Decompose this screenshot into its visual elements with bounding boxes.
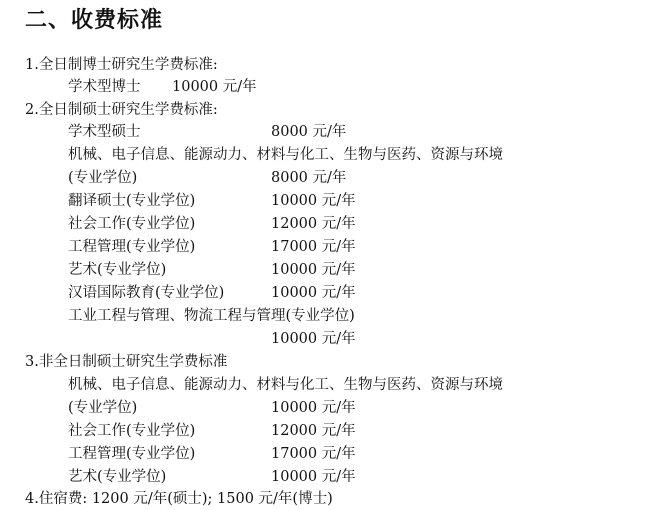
list-item-label: 汉语国际教育(专业学位) <box>68 285 225 301</box>
list-item-fee: 10000 元/年 <box>271 285 356 301</box>
list-item-label: 翻译硕士(专业学位) <box>68 193 196 209</box>
list-item-fee: 12000 元/年 <box>271 216 356 232</box>
list-item-label: 艺术(专业学位) <box>68 469 167 485</box>
list-item-fee: 12000 元/年 <box>271 423 356 439</box>
list-item-fee: 17000 元/年 <box>271 446 356 462</box>
list-item-label: (专业学位) <box>68 170 138 186</box>
list-item-label: 学术型硕士 <box>68 124 141 140</box>
list-item-label: 工程管理(专业学位) <box>68 239 196 255</box>
page-title: 二、收费标准 <box>25 8 164 33</box>
section-heading-master-parttime: 3.非全日制硕士研究生学费标准 <box>25 354 228 370</box>
list-item-label: 社会工作(专业学位) <box>68 216 196 232</box>
list-item-label: 机械、电子信息、能源动力、材料与化工、生物与医药、资源与环境 <box>68 147 503 163</box>
list-item-label: 社会工作(专业学位) <box>68 423 196 439</box>
section-heading-master-fulltime: 2.全日制硕士研究生学费标准: <box>25 102 218 118</box>
list-item-label: 机械、电子信息、能源动力、材料与化工、生物与医药、资源与环境 <box>68 377 503 393</box>
list-item-fee: 10000 元/年 <box>271 262 356 278</box>
list-item-label: 工业工程与管理、物流工程与管理(专业学位) <box>68 308 355 324</box>
list-item-fee: 10000 元/年 <box>172 79 257 95</box>
section-heading-phd-fulltime: 1.全日制博士研究生学费标准: <box>25 57 218 73</box>
list-item-fee: 8000 元/年 <box>271 170 347 186</box>
list-item-label: (专业学位) <box>68 400 138 416</box>
list-item-fee: 10000 元/年 <box>271 469 356 485</box>
section-heading-accommodation: 4.住宿费: 1200 元/年(硕士); 1500 元/年(博士) <box>25 491 333 507</box>
list-item-label: 艺术(专业学位) <box>68 262 167 278</box>
list-item-label: 工程管理(专业学位) <box>68 446 196 462</box>
list-item-fee: 10000 元/年 <box>271 193 356 209</box>
list-item-fee: 10000 元/年 <box>271 331 356 347</box>
list-item-fee: 10000 元/年 <box>271 400 356 416</box>
list-item-fee: 17000 元/年 <box>271 239 356 255</box>
list-item-fee: 8000 元/年 <box>271 124 347 140</box>
list-item-label: 学术型博士 <box>68 79 141 95</box>
